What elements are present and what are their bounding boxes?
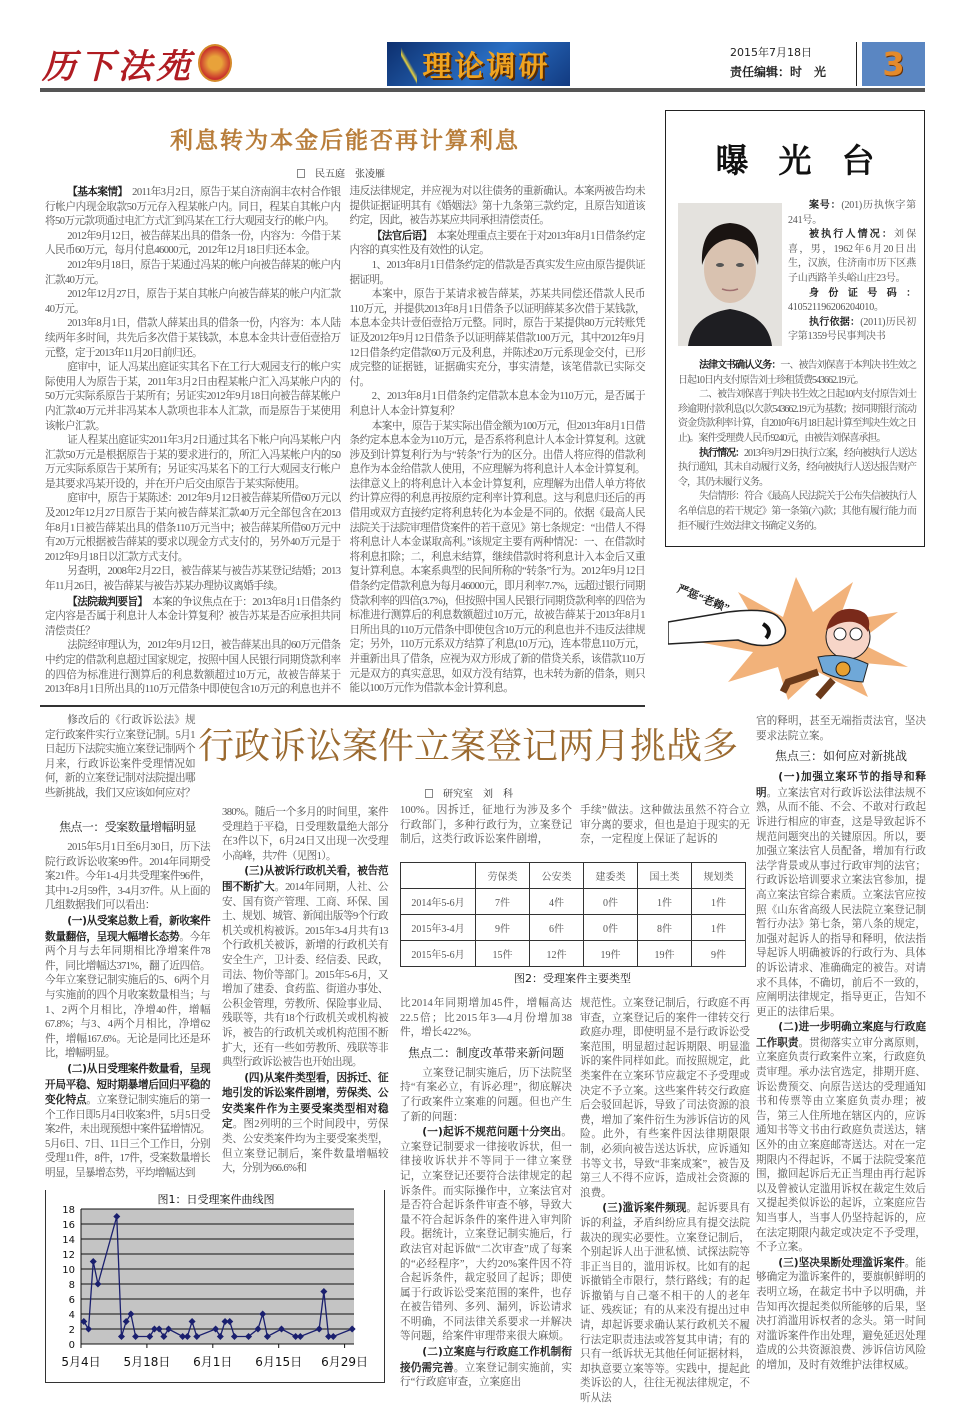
paragraph-lead: 被执行人情况： <box>809 229 895 241</box>
paragraph-lead: 【基本案情】 <box>67 186 123 198</box>
column-header: 规划类 <box>692 863 746 889</box>
paragraph-text: 另查明，2008年2月22日，被告薛某与被告苏某登记结婚；2013年11月26日，被告薛某与被告苏某办理协议离婚手续。 <box>45 566 341 593</box>
y-tick-label: 10 <box>62 1265 75 1276</box>
paragraph-text: 。起诉要具有诉的利益，矛盾纠纷应具有提交法院裁决的现实必要性。立案登记制后，个别起诉人出于泄私愤、试探法院等非正当目的，滥用诉权。比如有的起诉撤销全市限行，禁行路线；有的起诉撤销与自己毫不相干的人的老年证、残疾证；有的从来没有提出过申请，却起诉要求确认某行政机关不履行法定职责违法或答复其申请；有的只有一纸诉状无其他任何证据材料，却执意要立案等等。实践中，提起此类诉讼的人，往往无视法律规定，不听从法 <box>580 1203 750 1405</box>
table-cell: 9件 <box>476 915 530 941</box>
paragraph-text: 证人程某出庭证实2011年3月2日通过其名下帐户向冯某帐户内汇款50万元是根据原告于某的要求进行的，所汇入冯某帐户内的50万元实际系原告于某所有；另证实冯某名下的工行大观园支行帐户是其要求冯某开设的，并在开户后交由原告于某实际使用。 <box>45 435 341 490</box>
column-header: 公安类 <box>530 863 584 889</box>
paragraph-text: 。图2列明的三个时间段中，劳保类、公安类案件均为主要受案类型，但立案登记制后，案件数量增幅较大，分别为66.6%和 <box>222 1119 389 1175</box>
paragraph-text: (2011)历民初字第1359号民事判决书 <box>788 316 916 343</box>
paragraph-text: 比2014年同期增加45件，增幅高达22.5倍；比2015年3—4月份增加38件，增长422%。 <box>400 998 572 1039</box>
x-tick-label: 6月29日 <box>321 1355 369 1369</box>
case-type-table-wrap <box>400 862 745 986</box>
paragraph-text: 。能够确定为滥诉案件的，要旗帜鲜明的表明立场，在裁定书中予以明确，并告知再次提起类似所能够的后果，坚决打消滥用诉权者的念头。第一时间对滥诉案件作出处理，避免延迟处理造成的公共资源浪费、涉诉信访风险的增加，及时有效维护法律权威。 <box>756 1257 927 1371</box>
table-cell: 7件 <box>476 889 530 915</box>
paragraph-text: 修改后的《行政诉讼法》规定行政案件实行立案登记制。5月1日起历下法院实施立案登记制两个月来，行政诉讼案件受理情况如何，新的立案登记制对法院提出哪些新挑战，我们又应该如何应对？ <box>45 715 195 799</box>
paragraph <box>756 1020 926 1256</box>
daily-cases-chart-svg <box>46 1190 386 1382</box>
y-tick-label: 6 <box>68 1295 75 1306</box>
article1-author: 民五庭 张凌雁 <box>315 169 385 180</box>
paragraph-text: 2011年3月2日，原告于某自济南润丰农村合作银行帐户内现金取款50万元存入程某帐户内。同日，程某自其帐户内将50万元款项通过电汇方式汇到冯某在工行大观园支行的帐户内。 <box>45 187 341 228</box>
paragraph-text: 立案登记制实施后，历下法院坚持“有案必立，有诉必理”，彻底解决了行政案件立案难的问题。但也产生了新的问题： <box>400 1067 572 1123</box>
paragraph-text: 法院经审理认为，2012年9月12日，被告薛某出具的60万元借条中约定的借款利息超过国家规定，按照中国人民银行同期贷款利率的四倍为标准进行测算后的利息数额超过10万元，故被告薛某于2013年8月1日所出具的110万元借条中即使包含10万元的利息也并不违反法律规定，并应视为对以往债务的重新确认。本案两被告均未提供证据证明其有《婚姻法》第十九条第三款约定，且原告知道该约定，因此，被告苏某应共同承担清偿责任。 <box>45 186 645 696</box>
table-row <box>401 889 746 915</box>
cartoon-caption: 严惩“老赖” <box>675 583 731 615</box>
article1-body <box>45 185 645 698</box>
article2-column-5 <box>756 715 926 1374</box>
y-tick-label: 4 <box>68 1310 75 1321</box>
row-label: 2015年3-4月 <box>401 915 476 941</box>
paragraph-text: 2、2013年8月1日借条约定借款本息本金为110万元，是否属于利息计人本金计算复利？ <box>349 391 645 417</box>
paragraph <box>788 316 916 345</box>
paragraph <box>222 806 388 864</box>
paragraph-text: 失信情形：符合《最高人民法院关于公布失信被执行人名单信息的若干规定》第一条第(六)款；其他有履行能力而拒不履行生效法律文书确定义务的。 <box>678 491 916 532</box>
y-tick-label: 18 <box>62 1205 75 1216</box>
paragraph <box>678 447 916 491</box>
table-row <box>401 915 746 941</box>
paragraph <box>45 317 341 361</box>
paragraph <box>350 390 646 419</box>
paragraph <box>45 841 210 914</box>
paragraph <box>350 259 646 288</box>
debtor-photo <box>678 203 782 346</box>
x-tick-label: 6月1日 <box>193 1355 233 1369</box>
newspaper-logo <box>42 38 232 88</box>
article2-intro <box>45 714 195 802</box>
paragraph <box>400 997 572 1041</box>
paragraph <box>580 1201 750 1406</box>
paragraph-lead: (一)加强立案环节的指导和释明 <box>756 771 926 799</box>
table-header-row <box>401 863 746 889</box>
table-cell: 19件 <box>638 941 692 967</box>
paragraph <box>400 1125 572 1345</box>
paragraph <box>45 1062 210 1182</box>
y-tick-label: 0 <box>68 1340 75 1351</box>
paragraph-text: 2012年12月27日，原告于某自其帐户向被告薛某的帐户内汇款40万元。 <box>45 289 341 315</box>
expose-obligations <box>678 359 916 534</box>
paragraph-lead: (二)从日受理案件数量看，呈现开局平稳、短时期暴增后回归平稳的变化特点 <box>45 1062 210 1107</box>
table-row <box>401 941 746 967</box>
paragraph-text: 本案中，原告于某请求被告薛某，苏某共同偿还借款人民币110万元，并提供2013年8月1日借条予以证明薛某多次借于某钱款，本息本金共计壹佰壹拾万元整。同时，原告于某提供80万元转账凭证及2012年9月12日借条予以证明薛某借款100万元，其中2012年9月12日借条约定借款60万元及利息，并陈述20万元系现金交付，已形成完整的证据链，证据确实充分，事实清楚，该笔借款已实际交付。 <box>349 289 645 388</box>
column-header: 劳保类 <box>476 863 530 889</box>
paragraph-text: 庭审中，原告于某陈述：2012年9月12日被告薛某所借60万元以及2012年12月27日原告于某向被告薛某汇款40万元全部包含在2013年8月1日被告薛某出具的借条110万元当中；被告薛某所借60万元中有20万元根据被告薛某的要求以现金方式支付的，另外40万元是于2012年9月18日以汇款方式支付。 <box>45 493 341 563</box>
row-label: 2014年5-6月 <box>401 889 476 915</box>
table-cell: 9件 <box>692 941 746 967</box>
byline-box-icon <box>425 789 433 798</box>
article2-column-3 <box>400 997 572 1391</box>
paragraph-text: 2015年5月1日至6月30日，历下法院行政诉讼收案99件。2014年同期受案21件。今年1-4月共受理案件96件，其中1-2月59件，3-4月37件。从上面的几组数据我们可以看出： <box>45 842 210 912</box>
paragraph <box>400 804 572 848</box>
cartoon-illustration <box>668 572 925 702</box>
paragraph <box>222 864 388 1070</box>
table-cell: 19件 <box>584 941 638 967</box>
daily-cases-chart <box>45 1190 385 1383</box>
header-rule <box>40 88 925 92</box>
section-banner <box>387 42 570 86</box>
paragraph-lead: 执行情况： <box>699 447 744 459</box>
paragraph <box>400 1345 572 1391</box>
x-tick-label: 5月18日 <box>123 1355 171 1369</box>
paragraph-text: 2013年8月1日，借款人薛某出具的借条一份，内容为：本人陆续两年多时间，共先后多次借于某钱款，本息本金共计壹佰壹拾万元整，定于2013年11月20日前归还。 <box>45 318 341 359</box>
plot-area <box>81 1209 354 1344</box>
row-label: 2015年5-6月 <box>401 941 476 967</box>
paragraph <box>788 199 916 228</box>
paragraph-lead: 身份证号码： <box>809 287 916 299</box>
paragraph <box>45 288 341 317</box>
paragraph-text: 。立案登记制实施前，实行“行政庭审查，立案庭出 <box>400 1362 573 1389</box>
paragraph-text: 。2014年同期，人社、公安、国有资产管理、工商、环保、国土、规划、城管、新闻出版等9个行政机关或机构被诉。2015年3-4月共有13个行政机关被诉，新增的行政机关有安全生产，卫计委、经信委、民政，司法、物价等部门。2015年5-6月，又增加了建委、食药监、街道办事处、公积金管理，劳教所、保险事业局、残联等，共有18个行政机关或机构被诉，被告的行政机关或机构范围不断扩大，还有一些如劳教所、残联等非典型行政诉讼被告也开始出现。 <box>222 881 388 1069</box>
logo-text: 历下法苑 <box>42 46 194 87</box>
paragraph <box>45 230 341 259</box>
paragraph <box>678 490 916 534</box>
paragraph-text: 2012年9月18日，原告于某通过冯某的帐户向被告薛某的帐户内汇款40万元。 <box>45 259 341 286</box>
paragraph-text: 100%。因拆迁，征地行为涉及多个行政部门，多种行政行为，立案登记制后，这类行政诉讼案件剧增， <box>400 805 572 846</box>
table-cell: 15件 <box>476 941 530 967</box>
table-cell: 12件 <box>530 941 584 967</box>
paragraph-text: 。立案登记制要求一律接收诉状，但一律接收诉状并不等同于一律立案登记，立案登记还要符合法律规定的起诉条件。而实际操作中，立案法官对是否符合起诉条件审查不够，导致大量不符合起诉条件的案件进入审判阶段。据统计，立案登记制实施后，行政法官对起诉做“二次审查”成了每案的“必经程序”，大约20%案件因不符合起诉条件，裁定驳回了起诉；即使属于行政诉讼受案范围的案件，也存在被告错列、多列、漏列，诉讼请求不明确，不同法律关系要求一并解决等问题，给案件审理带来很大麻烦。 <box>400 1127 572 1343</box>
y-tick-label: 8 <box>68 1280 75 1291</box>
paragraph-lead: 【法院裁判要旨】 <box>67 595 143 608</box>
editor-credit: 责任编辑：时 光 <box>730 65 827 79</box>
paragraph <box>756 770 926 1020</box>
paragraph <box>45 714 195 802</box>
paragraph-text: 。今年两个月与去年同期相比净增案件78件，同比增幅达371%，翻了近四倍。今年立案登记制实施后的5、6两个月与实施前的四个月收案数量相当；与1、2两个月相比，净增40件，增幅67.8%；与3、4两个月相比，净增62件，增幅167.6%。无论是同比还是环比，增幅明显。 <box>45 931 211 1060</box>
paragraph <box>580 804 750 848</box>
paragraph <box>45 492 341 565</box>
column-header: 建委类 <box>584 863 638 889</box>
table-cell: 8件 <box>638 915 692 941</box>
paragraph-text: 二、被告刘保喜于判决书生效之日起10内支付原告刘士珍逾期付款利息(以欠款543662.19元为基数；按同期银行流动资金贷款利率计算，自2010年6月18日起计算至判决生效之日止)。案件受理费人民币9240元，由被告刘保喜承担。 <box>678 389 916 444</box>
paragraph <box>45 565 341 594</box>
byline-box-icon <box>297 169 305 178</box>
paragraph-lead: (三)滥诉案件频现 <box>602 1202 687 1215</box>
table-cell: 6件 <box>530 915 584 941</box>
paragraph <box>350 288 646 390</box>
paragraph-lead: (一)起诉不规范问题十分突出 <box>422 1126 562 1139</box>
paragraph <box>350 229 646 259</box>
paragraph-text: 。贯彻落实立审分离原则，立案庭负责行政案件立案，行政庭负责审理。承办法官选定，排期开庭、诉讼费预交、向原告送达的受理通知书和传票等由立案庭负责办理；被告，第三人住所地在辖区内的，应诉通知书等文书由行政庭负责送达，辖区外的由立案庭邮寄送达。对在一定期限内不得起诉，不属于法院受案范围，撤回起诉后无正当理由再行起诉以及曾被认定滥用诉权在裁定生效后又提起类似诉讼的起诉，立案庭应告知当事人，当事人仍坚持起诉的，应在法定期限内裁定或决定不予受理，不予立案。 <box>756 1037 927 1254</box>
paragraph <box>45 914 210 1062</box>
issue-date: 2015年7月18日 <box>730 46 812 59</box>
paragraph-lead: 执行依据： <box>809 316 861 328</box>
paragraph <box>678 388 916 446</box>
table-cell: 1件 <box>692 915 746 941</box>
paragraph <box>788 228 916 286</box>
paragraph <box>45 595 341 640</box>
article2-byline <box>425 785 513 800</box>
paragraph-text: 手续”做法。这种做法虽然不符合立审分离的要求，但也是迫于现实的无奈，一定程度上保证了起诉的 <box>580 805 750 846</box>
paragraph-text: 本案的争议焦点在于：2013年8月1日借条约定内容是否属于利息计人本金计算复利？被告苏某是否应承担共同清偿责任？ <box>45 596 341 637</box>
chart-title: 图1：日受理案件曲线图 <box>157 1193 275 1206</box>
paragraph-text: 。立案登记制实施后的第一个工作日即5月4日收案3件，5月5日受案2件，未出现预想中案件猛增情况。5月6日、7日、11日三个工作日，分别受理11件，8件，17件，受案数量增长明显，呈暴增态势，平均增幅达到 <box>45 1095 210 1180</box>
paragraph-lead: 【法官后语】 <box>371 229 427 242</box>
paragraph-text: 380%。随后一个多月的时间里，案件受理趋于平稳，日受理数量绝大部分在3件以下，6月24日又出现一次受理小高峰，共7件（见图1）。 <box>222 807 388 862</box>
section-heading: 焦点一：受案数量增幅明显 <box>59 820 196 834</box>
table-cell: 0件 <box>584 915 638 941</box>
paragraph-lead: (二)立案庭与行政庭工作机制衔接仍需完善 <box>400 1346 572 1374</box>
paragraph <box>45 361 341 434</box>
paragraph-text: 1、2013年8月1日借条约定的借款是否真实发生应由原告提供证据证明。 <box>349 259 645 286</box>
article2-column-3-top <box>400 804 572 848</box>
article2-column-4 <box>580 997 750 1407</box>
y-tick-label: 2 <box>68 1325 75 1336</box>
paragraph <box>678 359 916 388</box>
article2-author: 研究室 刘 科 <box>443 789 513 800</box>
paragraph-text: 官的释明，甚至无端指责法官，坚决要求法院立案。 <box>756 716 926 742</box>
section-divider <box>40 705 645 707</box>
paragraph-lead: (四)从案件类型看，因拆迁、征地引发的诉讼案件剧增，劳保类、公安类案件作为主要受案类型相对稳定 <box>222 1071 388 1131</box>
paragraph-text: 410521196206204010。 <box>788 302 884 314</box>
paragraph-lead: (一)从受案总数上看，新收案件数量翻倍，呈现大幅增长态势 <box>45 914 210 943</box>
paragraph <box>400 1067 572 1125</box>
paragraph <box>756 715 926 744</box>
paragraph-text: 。立案法官对行政诉讼法律法规不熟，从而不能、不会、不敢对行政起诉进行相应的审查，这是导致起诉不规范问题突出的关键原因。所以，要加强立案法官人员配备，增加有行政法学背景或从事过行政审判的法官；行政诉讼培训要求立案法官参加，提高立案法官综合素质。立案法官应按照《山东省高级人民法院立案登记制暂行办法》第七条，第八条的规定，加强对起诉人的指导和释明，依法指导起诉人明确被诉的行政行为、具体的诉讼请求、准确确定的被告。对请求不具体，不确切，前后不一致的，应阐明法律规定，指导更正，告知不更正的法律后果。 <box>756 787 927 1018</box>
court-emblem-icon <box>198 44 232 82</box>
table-cell: 0件 <box>584 889 638 915</box>
header-divider <box>856 42 857 86</box>
table-caption: 图2：受理案件主要类型 <box>514 972 631 985</box>
paragraph <box>580 997 750 1201</box>
table-cell: 4件 <box>530 889 584 915</box>
column-header <box>401 863 476 889</box>
paragraph <box>756 1256 926 1374</box>
paragraph-text: 本案处理重点主要在于对2013年8月1日借条约定内容的真实性及有效性的认定。 <box>349 230 645 257</box>
expose-title: 曝光台 <box>715 141 905 180</box>
paragraph <box>222 1071 388 1177</box>
column-header: 国土类 <box>638 863 692 889</box>
paragraph-lead: (三)坚决果断处理滥诉案件 <box>778 1256 905 1269</box>
paragraph-text: 庭审中，证人冯某出庭证实其名下在工行大观园支行的帐户实际使用人为原告于某，2011年3月2日由程某帐户汇入冯某帐户内的50万元实际系原告于某所有；另证实2012年9月18日向被告薛某帐户内汇款40万元并非冯某本人款项也非本人汇款，而是原告于某使用该帐户汇款。 <box>45 362 341 432</box>
article1-title: 利息转为本金后能否再计算利息 <box>170 127 520 154</box>
paragraph-lead: (三)从被诉行政机关看，被告范围不断扩大 <box>222 865 388 893</box>
table-cell: 1件 <box>692 889 746 915</box>
paragraph-text: 2013年9月29日执行立案，经向被执行人送达执行通知，其未自动履行义务，经向被执行人送达报告财产令，其仍未履行义务。 <box>678 447 916 488</box>
y-tick-label: 16 <box>62 1220 75 1231</box>
paragraph-lead: 案号： <box>809 200 842 211</box>
article2-column-1 <box>45 815 210 1182</box>
paragraph <box>45 259 341 288</box>
paragraph-text: 一、被告刘保喜于本判决书生效之日起10日内支付原告刘士珍租赁费543662.19元。 <box>678 360 917 386</box>
expose-details <box>788 199 916 345</box>
paragraph-text: 刘保喜，男，1962年6月20日出生，汉族，住济南市历下区燕子山西路羊头峪山庄23号。 <box>788 229 916 284</box>
paragraph-text: 本案中，原告于某实际出借金额为100万元，但2013年8月1日借条约定本息本金为110万元，是否系将利息计人本金计算复利。这就涉及到计算复利行为与“转条”行为的区分。出借人将应得的借款利息作为本金给借款人使用，不应理解为将利息计人本金计算复利。法律意义上的将利息计入本金计算复利，应理解为出借人单方将依约计算应得的利息再按原约定利率计算利息。这与利息归还后的再借用或双方直接约定将利息转化为本金是不同的。依据《最高人民法院关于法院审理借贷案件的若干意见》第七条规定：“出借人不得将利息计人本金谋取高利。”该规定主要有两种情况：一、在借款时将利息扣除；二，利息未结算，继续借款时将利息计入本金后又重复计算利息。本案系典型的民间所称的“转条”行为。2012年9月12日借条约定借款利息为每月46000元，即月利率7.7%，远超过银行同期贷款利率的四倍(3.7%)，但按照中国人民银行同期贷款利率的四倍为标准进行测算后的利息数额超过10万元，故被告薛某于2013年8月1日所出具的110万元借条中即使包含10万元的利息也并不违反法律规定；另外，110万元系双方结算了利息(10万元)，连本带息110万元，并重新出具了借条，应视为双方形成了新的借贷关系，该借款110万元是双方的真实意思，如双方没有结算，也未转为新的借条，则只能以100万元作为借款本金计算利息。 <box>349 420 645 695</box>
x-tick-label: 6月15日 <box>255 1355 303 1369</box>
y-tick-label: 12 <box>62 1250 75 1261</box>
expose-panel <box>665 110 925 547</box>
paragraph-text: (201)历执恢字第241号。 <box>788 200 916 226</box>
paragraph <box>788 287 916 316</box>
section-title: 理论调研 <box>422 48 551 83</box>
table-cell: 1件 <box>638 889 692 915</box>
x-tick-label: 5月4日 <box>61 1355 101 1369</box>
y-tick-label: 14 <box>62 1235 75 1246</box>
paragraph <box>350 420 646 697</box>
article2-column-4-top <box>580 804 750 848</box>
paragraph <box>45 185 341 230</box>
case-type-table <box>400 862 746 967</box>
article2-column-2 <box>222 806 388 1177</box>
paragraph-lead: (二)进一步明确立案庭与行政庭工作职责 <box>756 1021 926 1049</box>
article2-title: 行政诉讼案件立案登记两月挑战多 <box>198 726 739 767</box>
paragraph-text: 2012年9月12日，被告薛某出具的借条一份，内容为：今借于某人民币60万元，每月付息46000元，2012年12月18日归还本金。 <box>45 230 341 257</box>
paragraph-lead: 法律文书确认义务： <box>699 360 781 371</box>
page-number: 3 <box>862 42 925 86</box>
section-heading: 焦点二：制度改革带来新问题 <box>407 1045 564 1060</box>
section-heading: 焦点三：如何应对新挑战 <box>774 749 907 764</box>
paragraph-text: 规范性。立案登记制后，行政庭不再审查，立案登记后的案件一律转交行政庭办理，即使明显不是行政诉讼受案范围，明显超过起诉期限、明显滥诉的案件同样如此。而按照规定，此类案件在立案环节应裁定不予受理或决定不予立案。这些案件转交行政庭后会驳回起诉，导致了司法资源的浪费，增加了案件衍生为涉诉信访的风险。此外，有些案件因法律期限限制，必须向被告送达诉状，应诉通知书等文书，导致“非案成案”，被告及第三人不得不应诉，造成社会资源的浪费。 <box>580 998 750 1199</box>
article1-byline <box>297 165 385 180</box>
paragraph <box>45 434 341 492</box>
